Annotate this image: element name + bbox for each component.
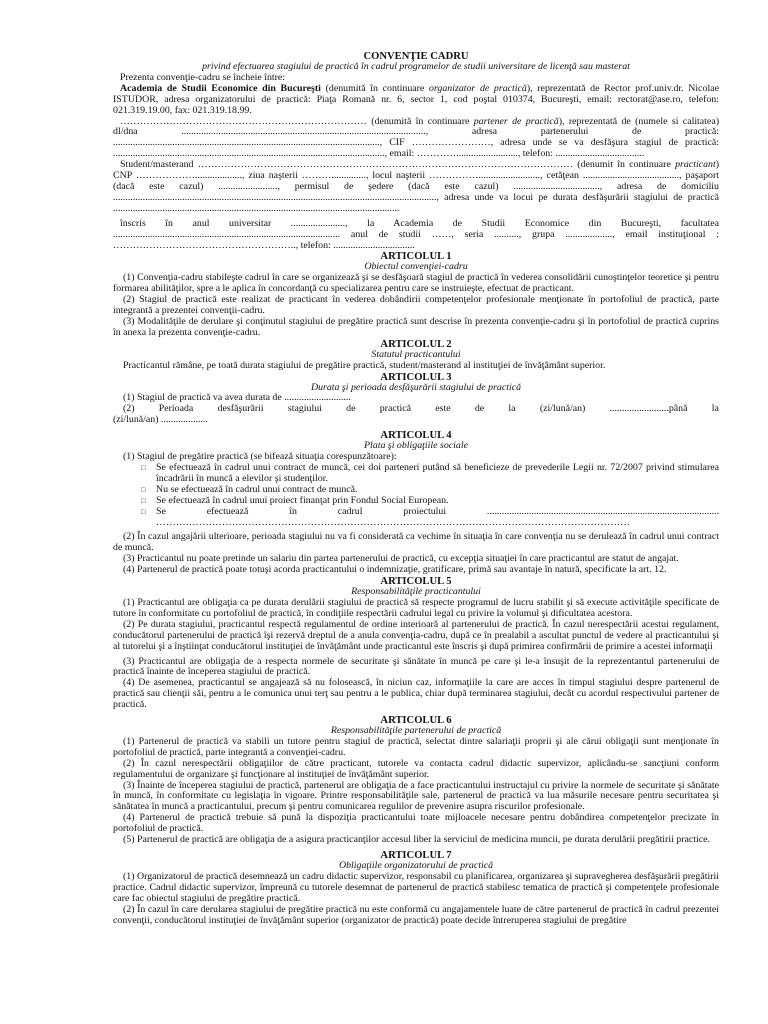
period-word: la	[711, 403, 719, 415]
period-word: la	[508, 403, 516, 415]
document-subtitle: privind efectuarea stagiului de practică în cadrul programelor de studii universitare de licenţă sau masterat	[202, 61, 630, 72]
student-text-b: ) CNP ………………..................., ziua naşterii ……….............., locul naşterii ……………........................., cetăţean ......................................., paşaport (dacă este cazul) ........................, permisul de şedere (dacă este cazul) ..................................., adresa de domiciliu ..................................................................................................................................., adresa unde va locui pe durata desfăşurării stagiului de practică ....................................................................................................................	[113, 159, 719, 214]
article-6-para-1: (1) Partenerul de practică va stabili un tutore pentru stagiul de practică, selectat dintre salariaţii proprii şi ale cărui obligaţii sunt menţionate în portofoliul de practică, parte integrantă a convenţiei-cadru.	[113, 735, 719, 758]
student-text-a: Student/masterand …………………………………………………………………………………………………… (denumit în continuare	[120, 159, 676, 171]
article-4-subtitle: Plata şi obligaţiile sociale	[364, 440, 468, 452]
organizer-role: organizator de practică	[429, 82, 527, 94]
party-organizer	[113, 84, 719, 117]
article-2-para-1: Practicantul rămâne, pe toată durata stagiului de pregătire practică, student/masterand al instituţiei de învăţământ superior.	[123, 359, 606, 371]
article-5-para-4: (4) De asemenea, practicantul se angajează să nu folosească, în niciun caz, informaţiile la care are acces în timpul stagiului despre partenerul de practică sau clienţii săi, pentru a le comunica unui terţ sau pentru a le publica, chiar după terminarea stagiului, decât cu acordul respectivului partener de practică.	[113, 677, 719, 711]
article-3-subtitle: Durata şi perioada desfăşurării stagiului de practică	[310, 381, 522, 393]
option-label: Se efectuează în cadrul unui contract de muncă, cei doi parteneri putând să beneficieze de prevederile Legii nr. 72/2007 privind stimularea încadrării în muncă a elevilor şi studenţilor.	[156, 462, 719, 484]
article-1-para-1: (1) Convenţia-cadru stabileşte cadrul în care se organizează şi se desfăşoară stagiul de practică în vederea consolidării cunoştinţelor teoretice şi pentru formarea abilităţilor, spre a le aplica în concordanţă cu specializarea pentru care se instruieşte, efectuat de practicant.	[113, 272, 719, 295]
partner-text-b: ), reprezentată de (numele si calitatea) dl/dna ..................................................................................................., adresa partenerului de practică: ............................................................................................................, CIF ……………………, adresa unde se va desfăşura stagiul de practică: .............................................................................................................., email: …………........................., telefon: ....................................	[113, 115, 719, 160]
party-student	[113, 160, 719, 215]
article-6-para-2: (2) În cazul nerespectării obligaţiilor de către practicant, tutorele va contacta cadrul didactic supervizor, aplicându-se sancţiuni conform regulamentului de organizare şi funcţionare al instituţiei de învăţământ superior.	[113, 757, 719, 780]
article-1-subtitle: Obiectul convenţiei-cadru	[364, 261, 468, 273]
partner-text-a: ………………………………………………………………… (denumită în continuare	[120, 115, 474, 127]
checkbox-icon[interactable]: □	[141, 464, 146, 472]
period-word: practică	[379, 403, 411, 415]
document-title: CONVENŢIE CADRU	[363, 51, 469, 62]
article-7-subtitle: Obligaţiile organizatorului de practică	[338, 860, 494, 871]
organizer-name: Academia de Studii Economice din Bucureşti	[120, 82, 321, 94]
article-6-subtitle: Responsabilităţile partenerului de practică	[330, 725, 502, 737]
article-4-para-2: (2) În cazul angajării ulterioare, perioada stagiului nu va fi considerată ca vechime în situaţia în care convenţia nu se derulează în cadrul unui contract de muncă.	[113, 531, 719, 554]
article-3-para-2-end: (zi/lună/an) ...................	[113, 414, 208, 426]
option-label: Se efectuează în cadrul proiectului ..............................................................................................	[156, 505, 719, 517]
article-1-heading: ARTICOLUL 1	[380, 251, 452, 263]
student-role: practicant	[675, 159, 716, 171]
article-5-para-2: (2) Pe durata stagiului, practicantul respectă regulamentul de ordine interioară al partenerului de practică. În cazul nerespectării acestui regulament, conducătorul partenerului de practică îşi rezervă dreptul de a anula convenţia-cadru, după ce în prealabil a ascultat punctul de vedere al practicantului şi al tutorelui şi a înştiinţat conducătorul instituţiei de învăţământ unde practicantul este înscris şi după primirea confirmării de primire a acestei informaţii	[113, 618, 719, 652]
organizer-text-a: (denumită în continuare	[320, 82, 429, 94]
period-word: desfăşurării	[217, 403, 264, 415]
article-4-para-4: (4) Partenerul de practică poate totuşi acorda practicantului o indemnizaţie, gratificare, primă sau avantaje în natură, specificate la art. 12.	[123, 564, 667, 576]
option-named-project	[113, 507, 719, 518]
article-4-para-1: (1) Stagiul de pregătire practică (se bifează situaţia corespunzătoare):	[123, 451, 397, 463]
article-3-heading: ARTICOLUL 3	[380, 371, 452, 383]
article-7-para-2: (2) În cazul în care derularea stagiului de pregătire practică nu este conformă cu angajamentele luate de către partenerul de practică în cadrul prezentei convenţii, conducătorul instituţiei de învăţământ superior (organizator de practică) poate decide întreruperea stagiului de pregătire	[113, 903, 719, 926]
period-word: de	[346, 403, 356, 415]
article-4-heading: ARTICOLUL 4	[380, 430, 452, 442]
checkbox-icon[interactable]: □	[141, 496, 146, 505]
party-partner	[113, 117, 719, 161]
period-word: Perioada	[158, 403, 194, 415]
option-label: Se efectuează în cadrul unui proiect finanţat prin Fondul Social European.	[156, 494, 449, 506]
period-word: stagiului	[287, 403, 322, 415]
article-2-heading: ARTICOLUL 2	[380, 338, 452, 350]
checkbox-icon[interactable]: □	[141, 485, 146, 494]
article-5-heading: ARTICOLUL 5	[380, 576, 452, 588]
period-word: este	[435, 403, 451, 415]
article-5-para-3: (3) Practicantul are obligaţia de a respecta normele de securitate şi sănătate în muncă pe care şi le-a însuşit de la reprezentantul partenerului de practică înainte de începerea stagiului de practică.	[113, 655, 719, 678]
enrollment-line: înscris în anul universitar ......................, la Academia de Studii Economice din Bucureşti, facultatea ............................................................................................ anul de studii ……, seria .........., grupa ..................., email instituţional : ……………………………………………….., telefon: .................................	[113, 217, 719, 251]
article-5-subtitle: Responsabilităţile practicantului	[351, 586, 481, 598]
article-1-para-3: (3) Modalităţile de derulare şi conţinutul stagiului de pregătire practică sunt descrise în prezenta convenţie-cadru şi în portofoliul de practică cuprins în anexa la prezenta convenţie-cadru.	[113, 315, 719, 338]
article-6-para-5: (5) Partenerul de practică are obligaţia de a asigura practicanţilor accesul liber la serviciul de medicina muncii, pe durata derulării pregătirii practice.	[123, 834, 711, 846]
period-word: de	[474, 403, 485, 415]
option-employment-contract	[113, 463, 719, 485]
article-1-para-2: (2) Stagiul de practică este realizat de practicant în vederea dobândirii competenţelor profesionale menţionate în portofoliul de practică, parte integrantă a prezentei convenţii-cadru.	[113, 294, 719, 317]
partner-role: partener de practică	[473, 115, 559, 127]
intro-line: Prezenta convenţie-cadru se încheie între:	[120, 71, 286, 83]
period-word: ........................până	[609, 403, 688, 415]
article-6-para-4: (4) Partenerul de practică trebuie să pună la dispoziţia practicantului toate mijloacele necesare pentru dobândirea competenţelor precizate în portofoliul de practică.	[113, 812, 719, 835]
organizer-text-b: ), reprezentată de Rector prof.univ.dr. Nicolae ISTUDOR, adresa organizatorului de practică: Piaţa Romană nr. 6, sector 1, cod poştal 010374, Bucureşti, email: rectorat@ase.ro, telefon: 021.319.19.00, fax: 021.319.18.99.	[113, 82, 719, 116]
option-named-project-cont: ………………………………………………………………………………………………………………………………	[156, 516, 630, 528]
article-2-subtitle: Statutul practicantului	[371, 348, 461, 360]
checkbox-icon[interactable]: □	[141, 507, 146, 516]
article-3-para-1: (1) Stagiul de practică va avea durata de ...........................	[123, 392, 351, 404]
period-word: (2)	[123, 403, 135, 415]
article-6-heading: ARTICOLUL 6	[380, 715, 452, 727]
article-5-para-1: (1) Practicantul are obligaţia ca pe durata derulării stagiului de practică să respecte programul de lucru stabilit şi să execute activităţile specificate de tutore în conformitate cu portofoliul de practică, în condiţiile respectării cadrului legal cu privire la volumul şi dificultatea acestora.	[113, 596, 719, 619]
article-7-heading: ARTICOLUL 7	[380, 850, 452, 861]
option-label: Nu se efectuează în cadrul unui contract de muncă.	[156, 483, 358, 495]
article-6-para-3: (3) Înainte de începerea stagiului de practică, partenerul are obligaţia de a face practicantului instructajul cu privire la normele de securitate şi sănătate în muncă, în conformitate cu legislaţia în vigoare. Printre responsabilităţile sale, partenerul de practică va lua măsurile necesare pentru securitatea şi sănătatea în muncă a practicantului, precum şi pentru comunicarea regulilor de prevenire asupra riscurilor profesionale.	[113, 779, 719, 813]
article-4-para-3: (3) Practicantul nu poate pretinde un salariu din partea partenerului de practică, cu excepţia situaţiei în care practicantul are statut de angajat.	[123, 553, 679, 565]
period-word: (zi/lună/an)	[539, 403, 586, 415]
article-7-para-1: (1) Organizatorul de practică desemnează un cadru didactic supervizor, responsabil cu planificarea, organizarea şi supravegherea desfăşurării pregătirii practice. Cadrul didactic supervizor, împreună cu tutorele desemnat de partenerul de practică stabilesc tematica de practică şi competenţele profesionale care fac obiectul stagiului de pregătire practică.	[113, 870, 719, 904]
